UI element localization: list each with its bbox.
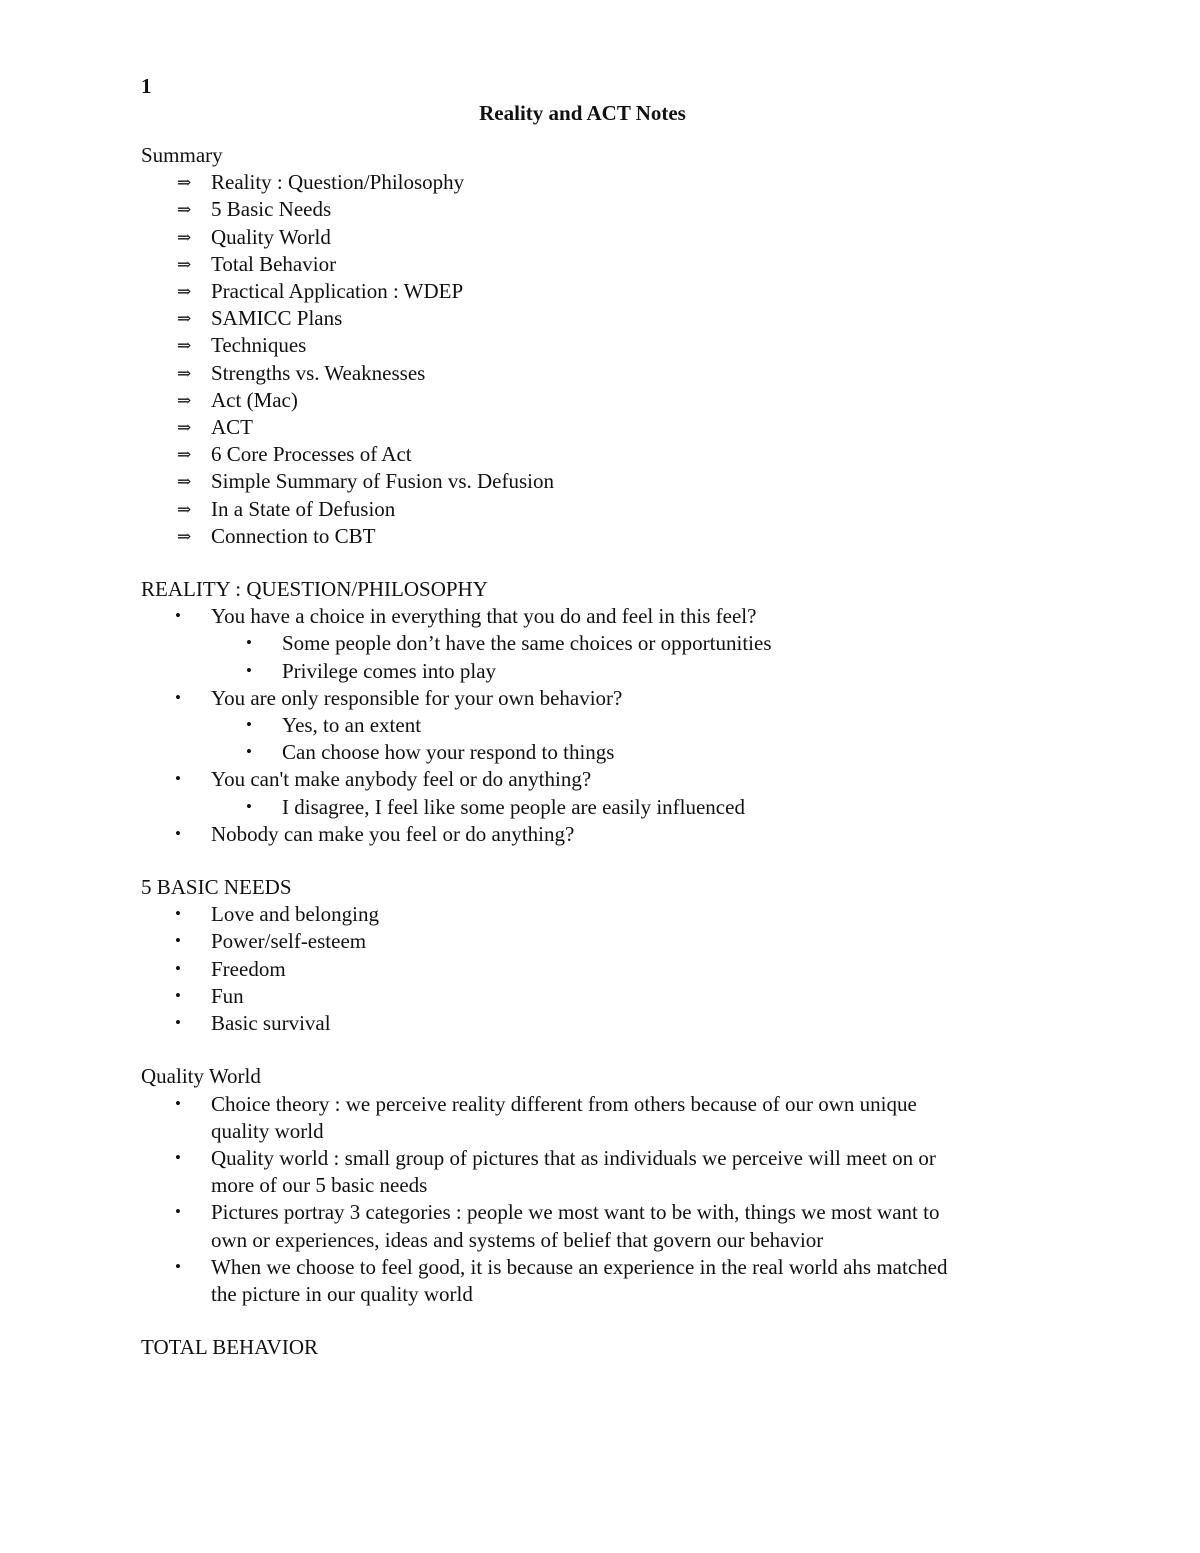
list-item: • Power/self-esteem [175,929,367,954]
list-item: • You can't make anybody feel or do anything? [175,767,592,792]
sub-list-item: • Privilege comes into play [246,658,497,683]
document-title: Reality and ACT Notes [479,101,686,125]
summary-list [141,169,1061,550]
list-item-continuation: own or experiences, ideas and systems of belief that govern our behavior [211,1227,824,1252]
list-item: • Choice theory : we perceive reality different from others because of our own unique [175,1091,917,1116]
list-item: • You are only responsible for your own behavior? [175,685,623,710]
list-item: • Love and belonging [175,902,379,927]
arrow-icon: ⇒ [177,200,192,220]
summary-item: ⇒ Total Behavior [141,251,1061,278]
document-body [141,142,1061,1361]
summary-item: ⇒ 6 Core Processes of Act [141,441,1061,468]
bullet-icon: • [175,904,181,924]
arrow-icon: ⇒ [177,499,192,519]
bullet-icon: • [175,606,181,626]
arrow-icon: ⇒ [177,445,192,465]
quality-heading: Quality World [141,1064,261,1089]
arrow-icon: ⇒ [177,282,192,302]
arrow-icon: ⇒ [177,254,192,274]
list-item-continuation: more of our 5 basic needs [211,1173,428,1198]
bullet-icon: • [175,687,181,707]
summary-item: ⇒ Strengths vs. Weaknesses [141,360,1061,387]
arrow-icon: ⇒ [177,309,192,329]
list-item: • Pictures portray 3 categories : people we most want to be with, things we most want to [175,1200,940,1225]
list-item: • Basic survival [175,1011,331,1036]
summary-item: ⇒ SAMICC Plans [141,305,1061,332]
needs-heading: 5 BASIC NEEDS [141,875,292,900]
page-number: 1 [141,74,152,98]
arrow-icon: ⇒ [177,526,192,546]
sub-list-item: • Yes, to an extent [246,713,422,738]
list-item: • When we choose to feel good, it is because an experience in the real world ahs matched [175,1254,948,1279]
arrow-icon: ⇒ [177,173,192,193]
summary-item: ⇒ Quality World [141,224,1061,251]
arrow-icon: ⇒ [177,472,192,492]
bullet-icon: • [175,769,181,789]
bullet-icon: • [175,823,181,843]
summary-item: ⇒ Reality : Question/Philosophy [141,169,1061,196]
bullet-icon: • [175,958,181,978]
bullet-icon: • [246,633,252,653]
arrow-icon: ⇒ [177,418,192,438]
summary-item: ⇒ 5 Basic Needs [141,196,1061,223]
bullet-icon: • [175,1013,181,1033]
bullet-icon: • [175,1256,181,1276]
bullet-icon: • [175,1202,181,1222]
bullet-icon: • [175,931,181,951]
summary-item: ⇒ In a State of Defusion [141,496,1061,523]
summary-item: ⇒ Simple Summary of Fusion vs. Defusion [141,468,1061,495]
arrow-icon: ⇒ [177,390,192,410]
bullet-icon: • [246,742,252,762]
bullet-icon: • [246,715,252,735]
list-item: • Fun [175,983,244,1008]
bullet-icon: • [246,660,252,680]
list-item: • Nobody can make you feel or do anything? [175,821,575,846]
bullet-icon: • [175,1147,181,1167]
list-item-continuation: the picture in our quality world [211,1281,473,1306]
summary-item: ⇒ Practical Application : WDEP [141,278,1061,305]
list-item: • You have a choice in everything that you do and feel in this feel? [175,604,757,629]
list-item: • Quality world : small group of pictures that as individuals we perceive will meet on or [175,1145,936,1170]
arrow-icon: ⇒ [177,363,192,383]
bullet-icon: • [246,796,252,816]
summary-item: ⇒ ACT [141,414,1061,441]
total-behavior-heading: TOTAL BEHAVIOR [141,1335,319,1360]
summary-heading: Summary [141,143,223,167]
bullet-icon: • [175,985,181,1005]
sub-list-item: • Some people don’t have the same choices or opportunities [246,631,772,656]
list-item: • Freedom [175,956,286,981]
sub-list-item: • I disagree, I feel like some people are easily influenced [246,794,745,819]
sub-list-item: • Can choose how your respond to things [246,740,615,765]
summary-item: ⇒ Connection to CBT [141,523,1061,550]
bullet-icon: • [175,1093,181,1113]
list-item-continuation: quality world [211,1118,324,1143]
reality-heading: REALITY : QUESTION/PHILOSOPHY [141,577,488,602]
summary-item: ⇒ Act (Mac) [141,387,1061,414]
arrow-icon: ⇒ [177,227,192,247]
arrow-icon: ⇒ [177,336,192,356]
summary-item: ⇒ Techniques [141,332,1061,359]
